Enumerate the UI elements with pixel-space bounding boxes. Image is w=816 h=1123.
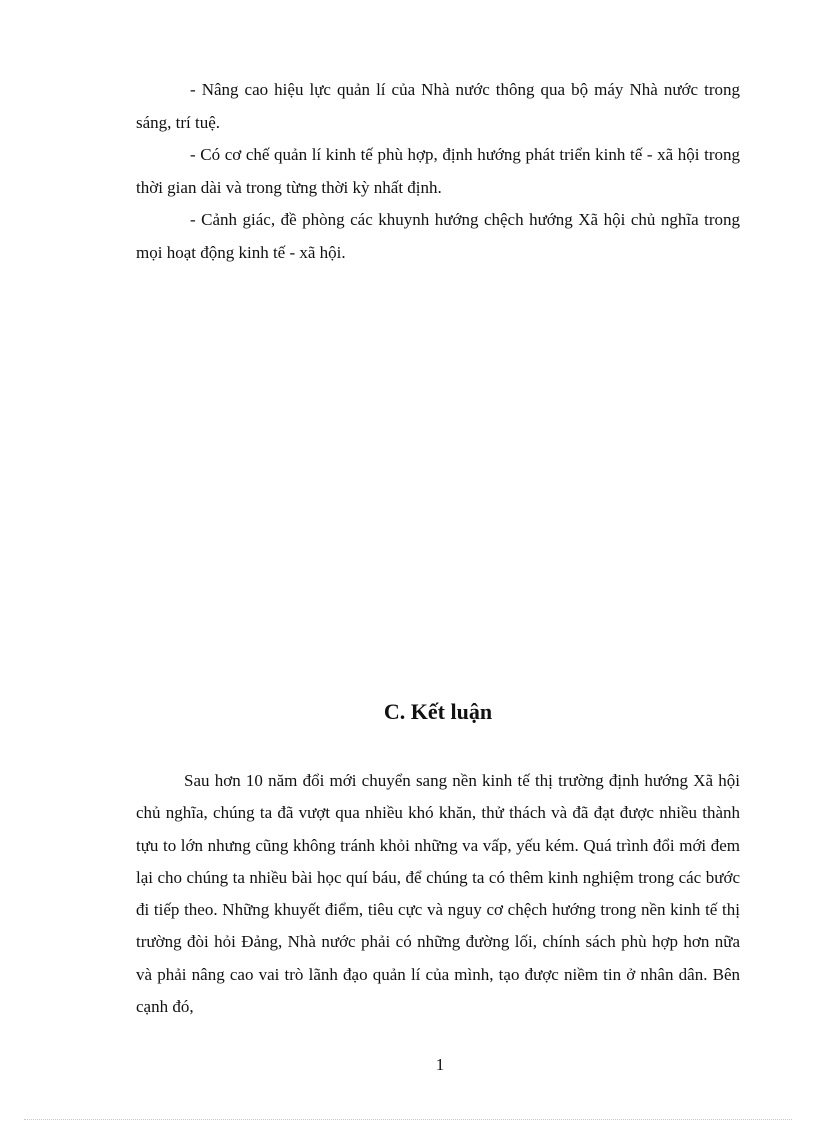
recommendation-paragraph: - Cảnh giác, đề phòng các khuynh hướng chệch hướng Xã hội chủ nghĩa trong mọi hoạt động kinh tế - xã hội. (136, 210, 740, 262)
recommendations-list (136, 74, 740, 269)
conclusion-paragraph: Sau hơn 10 năm đổi mới chuyển sang nền kinh tế thị trường định hướng Xã hội chủ nghĩa, chúng ta đã vượt qua nhiều khó khăn, thử thách và đã đạt được nhiều thành tựu to lớn nhưng cũng không tránh khỏi những va vấp, yếu kém. Quá trình đổi mới đem lại cho chúng ta nhiều bài học quí báu, để chúng ta có thêm kinh nghiệm trong các bước đi tiếp theo. Những khuyết điểm, tiêu cực và nguy cơ chệch hướng trong nền kinh tế thị trường đòi hỏi Đảng, Nhà nước phải có những đường lối, chính sách phù hợp hơn nữa và phải nâng cao vai trò lãnh đạo quản lí của mình, tạo được niềm tin ở nhân dân. Bên cạnh đó, (136, 771, 740, 1017)
page-bottom-edge (24, 1119, 792, 1120)
recommendation-paragraph: - Có cơ chế quản lí kinh tế phù hợp, định hướng phát triển kinh tế - xã hội trong thời gian dài và trong từng thời kỳ nhất định. (136, 145, 740, 197)
conclusion-section (136, 765, 740, 1023)
page-number: 1 (435, 1055, 445, 1074)
section-heading: C. Kết luận (383, 699, 493, 724)
recommendation-paragraph: - Nâng cao hiệu lực quản lí của Nhà nước thông qua bộ máy Nhà nước trong sáng, trí tuệ. (136, 80, 740, 132)
